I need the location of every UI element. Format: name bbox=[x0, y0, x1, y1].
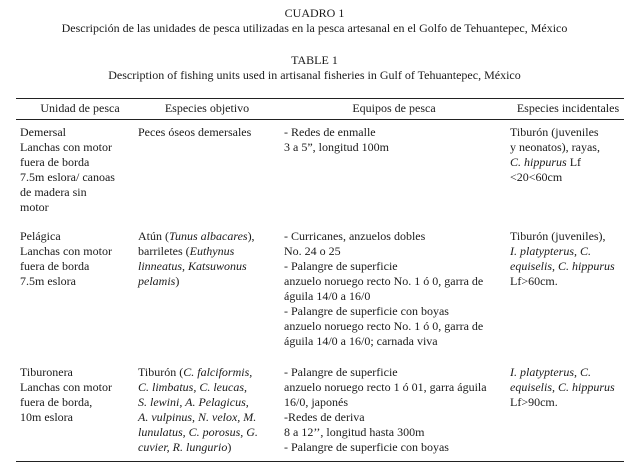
cell-line bbox=[510, 395, 626, 410]
cell-line: fuera de borda, bbox=[20, 395, 93, 409]
row-pelagica-incidentales bbox=[510, 229, 626, 289]
text-run: Lf>60cm. bbox=[510, 274, 558, 288]
cell-line: águila 14/0 a 16/0 bbox=[284, 289, 371, 303]
cell-line: 7.5m eslora/ canoas bbox=[20, 170, 115, 184]
cell-line: Tiburonera bbox=[20, 365, 73, 379]
cell-line bbox=[510, 125, 626, 140]
cell-line bbox=[510, 244, 626, 259]
cell-line: - Palangre de superficie bbox=[284, 259, 398, 273]
text-run: Tiburón (juveniles bbox=[510, 125, 599, 139]
cell-line: anzuelo noruego recto No. 1 ó 0, garra de bbox=[284, 319, 484, 333]
cell-line: - Redes de enmalle bbox=[284, 125, 376, 139]
text-run: <20<60cm bbox=[510, 170, 563, 184]
row-tiburonera-unidad bbox=[20, 365, 140, 425]
cell-line bbox=[510, 229, 626, 244]
cell-line bbox=[138, 365, 276, 380]
cell-line: fuera de borda bbox=[20, 259, 90, 273]
cell-line: de madera sin bbox=[20, 185, 87, 199]
header-unidad-de-pesca: Unidad de pesca bbox=[40, 101, 120, 115]
text-run-italic: C. hippurus bbox=[510, 155, 567, 169]
cell-line bbox=[138, 229, 276, 244]
cell-line: 7.5m eslora bbox=[20, 274, 76, 288]
text-run: Tiburón ( bbox=[138, 365, 184, 379]
text-run: Lf bbox=[566, 155, 582, 169]
text-run: Atún ( bbox=[138, 229, 169, 243]
text-run: ) bbox=[227, 440, 232, 454]
table-bottom-rule bbox=[16, 461, 624, 462]
text-run-italic: lunulatus, C. porosus, G. bbox=[138, 425, 258, 439]
cell-line bbox=[138, 274, 276, 289]
text-run-italic: C. falciformis, bbox=[183, 365, 253, 379]
text-run: Lf>90cm. bbox=[510, 395, 558, 409]
row-tiburonera-incidentales bbox=[510, 365, 626, 410]
row-pelagica-especies bbox=[138, 229, 276, 289]
cell-line bbox=[138, 125, 276, 140]
cell-line: Lanchas con motor bbox=[20, 380, 112, 394]
cell-line bbox=[138, 380, 276, 395]
row-demersal-especies bbox=[138, 125, 276, 140]
text-run: ) bbox=[175, 274, 180, 288]
text-run-italic: I. platypterus, C. bbox=[510, 244, 591, 258]
row-demersal-incidentales bbox=[510, 125, 626, 185]
cell-line: 8 a 12’’, longitud hasta 300m bbox=[284, 425, 425, 439]
cell-line bbox=[138, 244, 276, 259]
cell-line bbox=[510, 140, 626, 155]
header-especies-objetivo: Especies objetivo bbox=[164, 101, 250, 115]
cell-line: -Redes de deriva bbox=[284, 410, 365, 424]
caption-es-label: CUADRO 1 bbox=[284, 6, 345, 20]
text-run: y neonatos), rayas, bbox=[510, 140, 600, 154]
text-run-italic: pelamis bbox=[138, 274, 176, 288]
cell-line bbox=[138, 395, 276, 410]
cell-line: - Palangre de superficie con boyas bbox=[284, 440, 449, 454]
cell-line: 10m eslora bbox=[20, 410, 73, 424]
text-run-italic: Tunus albacares bbox=[169, 229, 248, 243]
cell-line: anzuelo noruego recto No. 1 ó 0, garra de bbox=[284, 274, 484, 288]
text-run: Peces óseos demersales bbox=[138, 125, 252, 139]
header-especies-incidentales: Especies incidentales bbox=[516, 101, 620, 115]
cell-line bbox=[510, 274, 626, 289]
row-tiburonera-equipos bbox=[284, 365, 504, 455]
cell-line bbox=[510, 365, 626, 380]
caption-en-text: Description of fishing units used in artisanal fisheries in Gulf of Tehuantepec, México bbox=[108, 68, 521, 82]
cell-line: Lanchas con motor bbox=[20, 244, 112, 258]
cell-line bbox=[510, 259, 626, 274]
cell-line: 3 a 5”, longitud 100m bbox=[284, 140, 389, 154]
text-run: barriletes ( bbox=[138, 244, 190, 258]
caption-es-text: Descripción de las unidades de pesca utilizadas en la pesca artesanal en el Golfo de Tehuantepec, México bbox=[61, 21, 568, 35]
cell-line: Pelágica bbox=[20, 229, 61, 243]
text-run-italic: cuvier, R. lungurio bbox=[138, 440, 228, 454]
cell-line bbox=[510, 155, 626, 170]
text-run-italic: Euthynus bbox=[189, 244, 235, 258]
cell-line: Lanchas con motor bbox=[20, 140, 112, 154]
row-pelagica-equipos bbox=[284, 229, 504, 349]
cell-line bbox=[510, 380, 626, 395]
cell-line: 16/0, japonés bbox=[284, 395, 348, 409]
table-header-rule bbox=[16, 119, 624, 120]
caption-en-label: TABLE 1 bbox=[291, 53, 338, 67]
text-run: Tiburón (juveniles), bbox=[510, 229, 606, 243]
table-top-rule bbox=[16, 98, 624, 99]
cell-line: - Palangre de superficie bbox=[284, 365, 398, 379]
text-run-italic: A. vulpinus, N. velox, M. bbox=[138, 410, 257, 424]
cell-line: - Curricanes, anzuelos dobles bbox=[284, 229, 426, 243]
row-demersal-equipos bbox=[284, 125, 504, 155]
cell-line: Demersal bbox=[20, 125, 66, 139]
cell-line bbox=[138, 259, 276, 274]
row-demersal-unidad bbox=[20, 125, 140, 215]
cell-line: No. 24 o 25 bbox=[284, 244, 341, 258]
cell-line bbox=[138, 425, 276, 440]
cell-line bbox=[510, 170, 626, 185]
text-run-italic: linneatus, Katsuwonus bbox=[138, 259, 247, 273]
row-pelagica-unidad bbox=[20, 229, 140, 289]
cell-line: anzuelo noruego recto 1 ó 01, garra águila bbox=[284, 380, 487, 394]
cell-line: fuera de borda bbox=[20, 155, 90, 169]
cell-line: motor bbox=[20, 200, 49, 214]
row-tiburonera-especies bbox=[138, 365, 276, 455]
cell-line bbox=[138, 410, 276, 425]
text-run-italic: S. lewini, A. Pelagicus, bbox=[138, 395, 249, 409]
text-run-italic: equiselis, C. hippurus bbox=[510, 380, 615, 394]
text-run: ), bbox=[247, 229, 255, 243]
header-equipos-de-pesca: Equipos de pesca bbox=[352, 101, 436, 115]
text-run-italic: C. limbatus, C. leucas, bbox=[138, 380, 248, 394]
text-run-italic: equiselis, C. hippurus bbox=[510, 259, 615, 273]
cell-line: águila 14/0 a 16/0; carnada viva bbox=[284, 334, 438, 348]
cell-line: - Palangre de superficie con boyas bbox=[284, 304, 449, 318]
cell-line bbox=[138, 440, 276, 455]
text-run-italic: I. platypterus, C. bbox=[510, 365, 591, 379]
